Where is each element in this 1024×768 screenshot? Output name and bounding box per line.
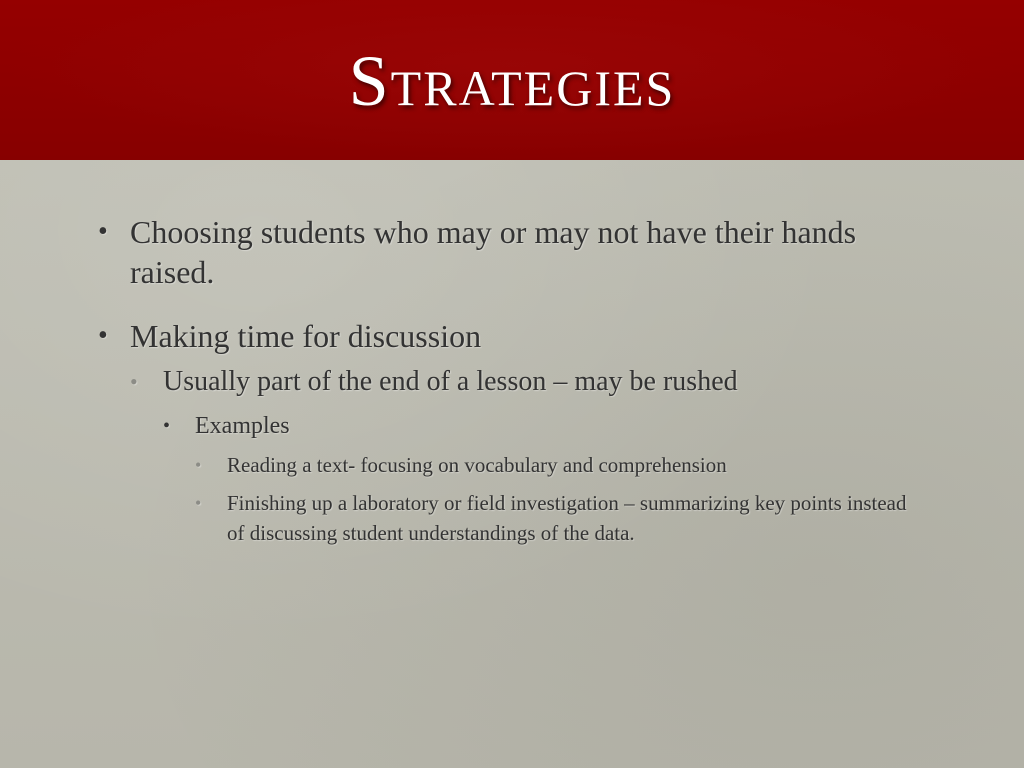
- slide-content: [98, 212, 918, 548]
- bullet-dot-icon: •: [163, 415, 171, 437]
- sub-bullet-item: [130, 364, 918, 400]
- bullet-dot-icon: •: [195, 493, 202, 513]
- bullet-item: [98, 212, 918, 292]
- sub-bullet-text: Usually part of the end of a lesson – may be rushed: [163, 366, 738, 397]
- bullet-dot-icon: •: [98, 320, 108, 351]
- example-text: Reading a text- focusing on vocabulary and comprehension: [227, 453, 727, 477]
- example-item: [195, 450, 918, 480]
- slide-title: Strategies: [348, 41, 676, 121]
- bullet-text: Making time for discussion: [130, 318, 482, 354]
- sub-sub-bullet-item: [163, 410, 918, 442]
- bullet-dot-icon: •: [98, 216, 108, 247]
- bullet-dot-icon: •: [130, 369, 138, 394]
- bullet-text: Choosing students who may or may not have their hands raised.: [130, 214, 857, 290]
- example-text: Finishing up a laboratory or field investigation – summarizing key points instead of discussing student understandings of the data.: [227, 491, 907, 545]
- example-item: [195, 488, 918, 548]
- bullet-item: [98, 316, 918, 356]
- sub-sub-bullet-text: Examples: [195, 413, 290, 439]
- bullet-dot-icon: •: [195, 455, 202, 475]
- title-bar: [0, 0, 1024, 160]
